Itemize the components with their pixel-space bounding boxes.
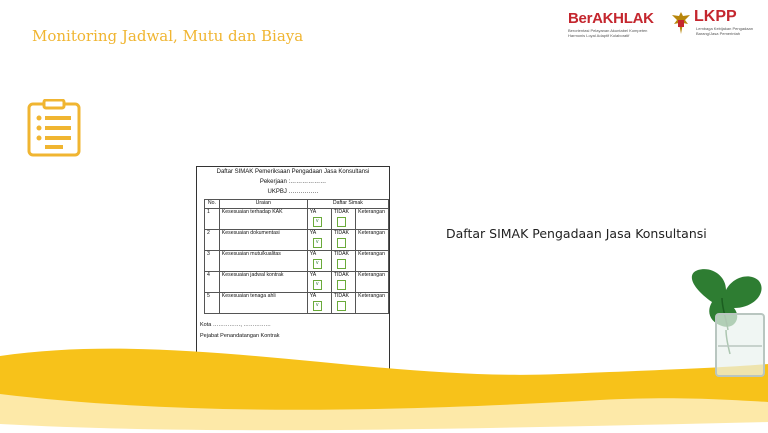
checkbox[interactable] bbox=[337, 238, 346, 248]
checkbox[interactable] bbox=[337, 259, 346, 269]
checkbox[interactable] bbox=[337, 301, 346, 311]
berakhlak-tagline: Berorientasi Pelayanan Akuntabel Kompeten Harmonis Loyal Adaptif Kolaboratif bbox=[568, 28, 648, 38]
table-row: 1 Kesesuaian terhadap KAK YA v TIDAK Keterangan bbox=[205, 209, 389, 230]
garuda-emblem-icon bbox=[670, 10, 692, 36]
decorative-wave bbox=[0, 340, 768, 433]
clipboard-checklist-icon bbox=[27, 99, 81, 157]
lkpp-tagline: Lembaga Kebijakan Pengadaan Barang/Jasa Pemerintah bbox=[696, 26, 753, 36]
col-daftar-simak: Daftar Simak bbox=[307, 200, 388, 209]
checkbox[interactable] bbox=[337, 280, 346, 290]
table-row: 5 Kesesuaian tenaga ahli YA v TIDAK Keterangan bbox=[205, 293, 389, 314]
simak-table bbox=[204, 199, 389, 314]
form-title: Daftar SIMAK Pemeriksaan Pengadaan Jasa Konsultansi bbox=[216, 169, 370, 175]
checkbox[interactable] bbox=[337, 217, 346, 227]
checkbox-checked[interactable]: v bbox=[313, 301, 322, 311]
plant-vase-icon bbox=[682, 268, 768, 380]
form-pekerjaan: Pekerjaan :……………… bbox=[259, 179, 327, 185]
checkbox-checked[interactable]: v bbox=[313, 259, 322, 269]
lkpp-logo: LKPP bbox=[694, 8, 737, 25]
col-no: No. bbox=[205, 200, 220, 209]
col-uraian: Uraian bbox=[219, 200, 307, 209]
checkbox-checked[interactable]: v bbox=[313, 217, 322, 227]
slide-caption: Daftar SIMAK Pengadaan Jasa Konsultansi bbox=[446, 226, 707, 241]
checkbox-checked[interactable]: v bbox=[313, 238, 322, 248]
checkbox-checked[interactable]: v bbox=[313, 280, 322, 290]
form-pejabat: Pejabat Penandatangan Kontrak bbox=[200, 333, 280, 339]
logo-area bbox=[566, 4, 766, 44]
table-row: 3 Kesesuaian mutu/kualitas YA v TIDAK Keterangan bbox=[205, 251, 389, 272]
form-kota: Kota ……………, …………… bbox=[200, 322, 271, 328]
berakhlak-logo: BerAKHLAK bbox=[568, 10, 654, 27]
table-row: 2 Kesesuaian dokumentasi YA v TIDAK Keterangan bbox=[205, 230, 389, 251]
page-title: Monitoring Jadwal, Mutu dan Biaya bbox=[32, 27, 304, 45]
form-ukpbj: UKPBJ …………… bbox=[267, 189, 319, 195]
table-row: 4 Kesesuaian jadwal kontrak YA v TIDAK Keterangan bbox=[205, 272, 389, 293]
